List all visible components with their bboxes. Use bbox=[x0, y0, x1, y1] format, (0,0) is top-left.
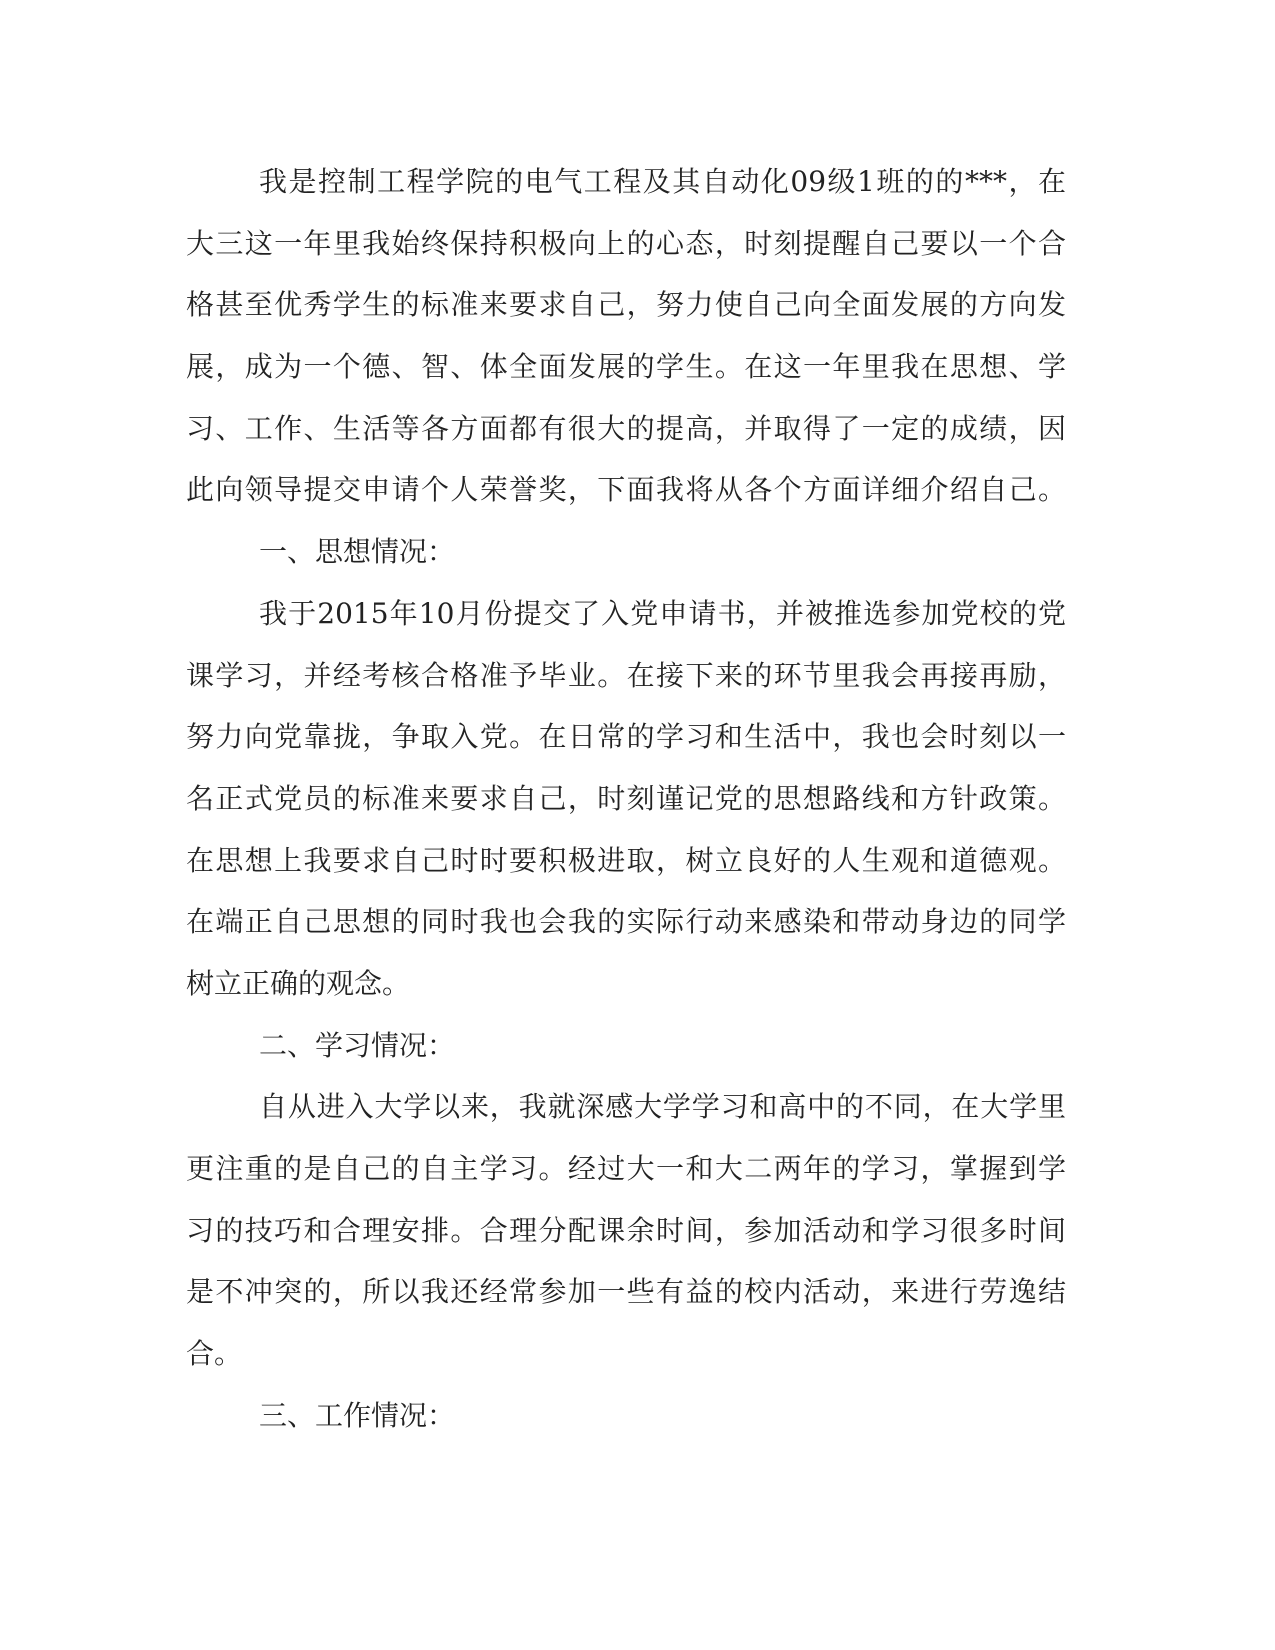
text-line: 合。 bbox=[186, 1337, 243, 1371]
text-line: 此向领导提交申请个人荣誉奖，下面我将从各个方面详细介绍自己。 bbox=[186, 473, 1066, 507]
section-heading: 二、学习情况： bbox=[259, 1028, 456, 1062]
text-line: 名正式党员的标准来要求自己，时刻谨记党的思想路线和方针政策。 bbox=[186, 781, 1066, 815]
text-line: 在思想上我要求自己时时要积极进取，树立良好的人生观和道德观。 bbox=[186, 843, 1066, 877]
text-line: 树立正确的观念。 bbox=[186, 966, 411, 1000]
text-line: 我于2015年10月份提交了入党申请书，并被推选参加党校的党 bbox=[259, 596, 1066, 630]
text-line: 课学习，并经考核合格准予毕业。在接下来的环节里我会再接再励， bbox=[186, 658, 1066, 692]
section-heading: 一、思想情况： bbox=[259, 535, 456, 569]
text-line: 我是控制工程学院的电气工程及其自动化09级1班的的***，在 bbox=[259, 165, 1066, 198]
text-line: 习的技巧和合理安排。合理分配课余时间，参加活动和学习很多时间 bbox=[186, 1213, 1066, 1247]
text-line: 更注重的是自己的自主学习。经过大一和大二两年的学习，掌握到学 bbox=[186, 1152, 1066, 1185]
text-line: 习、工作、生活等各方面都有很大的提高，并取得了一定的成绩，因 bbox=[186, 411, 1066, 445]
text-line: 展，成为一个德、智、体全面发展的学生。在这一年里我在思想、学 bbox=[186, 350, 1066, 384]
text-line: 格甚至优秀学生的标准来要求自己，努力使自己向全面发展的方向发 bbox=[186, 288, 1066, 322]
text-line: 自从进入大学以来，我就深感大学学习和高中的不同，在大学里 bbox=[259, 1090, 1066, 1124]
document-body bbox=[186, 151, 1066, 1446]
text-line: 在端正自己思想的同时我也会我的实际行动来感染和带动身边的同学 bbox=[186, 905, 1066, 939]
text-line: 努力向党靠拢，争取入党。在日常的学习和生活中，我也会时刻以一 bbox=[186, 720, 1066, 754]
section-heading: 三、工作情况： bbox=[259, 1398, 456, 1432]
text-line: 是不冲突的，所以我还经常参加一些有益的校内活动，来进行劳逸结 bbox=[186, 1275, 1066, 1309]
text-line: 大三这一年里我始终保持积极向上的心态，时刻提醒自己要以一个合 bbox=[186, 226, 1066, 260]
